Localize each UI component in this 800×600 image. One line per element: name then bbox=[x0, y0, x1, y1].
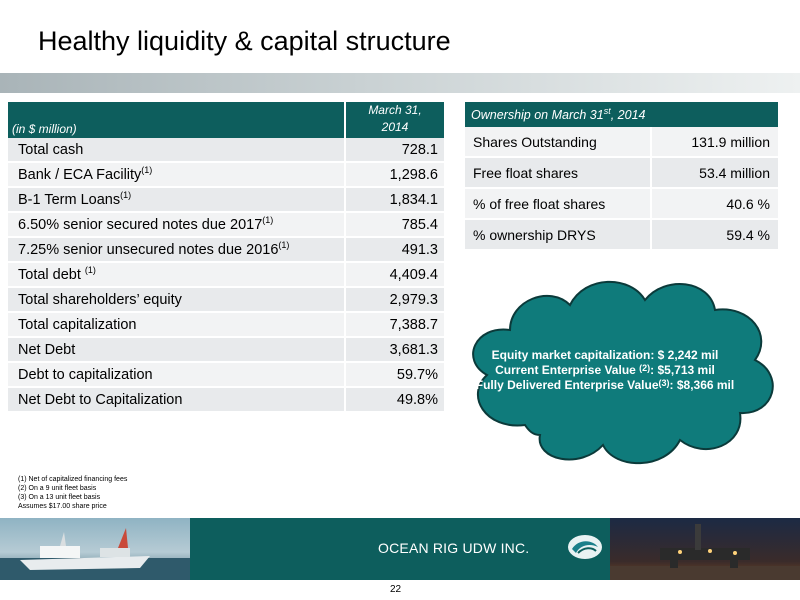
table-row bbox=[465, 189, 778, 220]
cloud-line-2 bbox=[455, 363, 755, 378]
rig-illustration bbox=[610, 518, 800, 580]
row-label-text: B-1 Term Loans bbox=[18, 191, 121, 208]
cloud-line-2-post: : $5,713 mil bbox=[650, 363, 715, 377]
footnote-ref: (1) bbox=[262, 214, 274, 225]
ownership-header-post: , 2014 bbox=[610, 107, 646, 122]
row-value: 3,681.3 bbox=[344, 338, 444, 363]
row-label-text: Total cash bbox=[18, 141, 84, 158]
row-label bbox=[8, 363, 344, 388]
row-label-text: Total shareholders’ equity bbox=[18, 291, 182, 308]
row-label-text: Total capitalization bbox=[18, 316, 137, 333]
cloud-line-1: Equity market capitalization: $ 2,242 mil bbox=[491, 348, 719, 362]
cloud-line-3-post: : $8,366 mil bbox=[669, 378, 735, 392]
cloud-line-3-sup: (3) bbox=[658, 378, 670, 388]
table-row bbox=[8, 338, 444, 363]
ownership-value: 131.9 million bbox=[650, 127, 778, 158]
table-row bbox=[8, 363, 444, 388]
table-row bbox=[8, 213, 444, 238]
footnote-ref: (1) bbox=[278, 239, 290, 250]
ownership-table-body bbox=[465, 127, 778, 251]
date-line-1: March 31, bbox=[368, 103, 422, 117]
row-label bbox=[8, 138, 344, 163]
row-label bbox=[8, 213, 344, 238]
ownership-value: 40.6 % bbox=[650, 189, 778, 220]
table-row bbox=[8, 138, 444, 163]
table-row bbox=[465, 158, 778, 189]
ownership-header bbox=[465, 102, 778, 127]
row-value: 4,409.4 bbox=[344, 263, 444, 288]
row-label bbox=[8, 288, 344, 313]
row-value: 49.8% bbox=[344, 388, 444, 413]
row-label bbox=[8, 238, 344, 263]
row-value: 728.1 bbox=[344, 138, 444, 163]
row-value: 59.7% bbox=[344, 363, 444, 388]
date-header bbox=[344, 102, 444, 138]
rig-photo bbox=[610, 518, 800, 580]
unit-label: (in $ million) bbox=[8, 102, 344, 138]
table-row bbox=[8, 238, 444, 263]
row-label-text: Net Debt to Capitalization bbox=[18, 391, 183, 408]
footnote-4: Assumes $17.00 share price bbox=[18, 503, 107, 510]
ownership-value: 53.4 million bbox=[650, 158, 778, 189]
ownership-label: Shares Outstanding bbox=[465, 127, 650, 158]
ocean-rig-logo-icon bbox=[566, 533, 604, 561]
cloud-text bbox=[455, 348, 755, 393]
title-band bbox=[0, 73, 800, 93]
row-value: 1,298.6 bbox=[344, 163, 444, 188]
row-label-text: Total debt bbox=[18, 266, 85, 283]
row-label-text: Bank / ECA Facility bbox=[18, 166, 142, 183]
ownership-header-cell bbox=[465, 102, 778, 127]
row-value: 785.4 bbox=[344, 213, 444, 238]
footnote-ref: (1) bbox=[120, 189, 132, 200]
footnote-3: (3) On a 13 unit fleet basis bbox=[18, 494, 101, 501]
table-row bbox=[465, 127, 778, 158]
row-value: 491.3 bbox=[344, 238, 444, 263]
row-value: 7,388.7 bbox=[344, 313, 444, 338]
table-row bbox=[8, 263, 444, 288]
row-label bbox=[8, 163, 344, 188]
row-label bbox=[8, 263, 344, 288]
table-row bbox=[8, 313, 444, 338]
footnote-ref: (1) bbox=[141, 164, 153, 175]
table-row bbox=[8, 388, 444, 413]
row-label bbox=[8, 338, 344, 363]
row-label-text: 7.25% senior unsecured notes due 2016 bbox=[18, 241, 279, 258]
row-label bbox=[8, 388, 344, 413]
table-row bbox=[8, 188, 444, 213]
capital-table-header bbox=[8, 102, 444, 138]
row-value: 2,979.3 bbox=[344, 288, 444, 313]
footnote-ref: (1) bbox=[84, 264, 96, 275]
row-label-text: 6.50% senior secured notes due 2017 bbox=[18, 216, 263, 233]
row-label bbox=[8, 313, 344, 338]
page-title: Healthy liquidity & capital structure bbox=[38, 26, 451, 56]
capital-table-body bbox=[8, 138, 444, 413]
ownership-value: 59.4 % bbox=[650, 220, 778, 251]
row-label-text: Debt to capitalization bbox=[18, 366, 153, 383]
ownership-label: % ownership DRYS bbox=[465, 220, 650, 251]
ownership-header-pre: Ownership on March 31 bbox=[471, 107, 604, 122]
ownership-label: Free float shares bbox=[465, 158, 650, 189]
cloud-line-3-pre: Fully Delivered Enterprise Value bbox=[475, 378, 659, 392]
table-row bbox=[8, 288, 444, 313]
footnotes bbox=[18, 475, 127, 511]
cloud-line-3 bbox=[455, 378, 755, 393]
ownership-table bbox=[465, 102, 778, 251]
row-value: 1,834.1 bbox=[344, 188, 444, 213]
ship-photo bbox=[0, 518, 190, 580]
cloud-line-2-pre: Current Enterprise Value bbox=[495, 363, 640, 377]
ownership-label: % of free float shares bbox=[465, 189, 650, 220]
capital-structure-table bbox=[8, 102, 444, 413]
table-row bbox=[465, 220, 778, 251]
row-label-text: Net Debt bbox=[18, 341, 76, 358]
footnote-2: (2) On a 9 unit fleet basis bbox=[18, 485, 97, 492]
company-name: OCEAN RIG UDW INC. bbox=[378, 540, 530, 556]
table-row bbox=[8, 163, 444, 188]
page-number: 22 bbox=[390, 584, 402, 595]
row-label bbox=[8, 188, 344, 213]
date-line-2: 2014 bbox=[381, 120, 409, 134]
cloud-line-2-sup: (2) bbox=[639, 363, 651, 373]
ownership-header-sup: st bbox=[603, 105, 611, 116]
ship-illustration bbox=[0, 518, 190, 580]
footnote-1: (1) Net of capitalized financing fees bbox=[18, 476, 128, 483]
